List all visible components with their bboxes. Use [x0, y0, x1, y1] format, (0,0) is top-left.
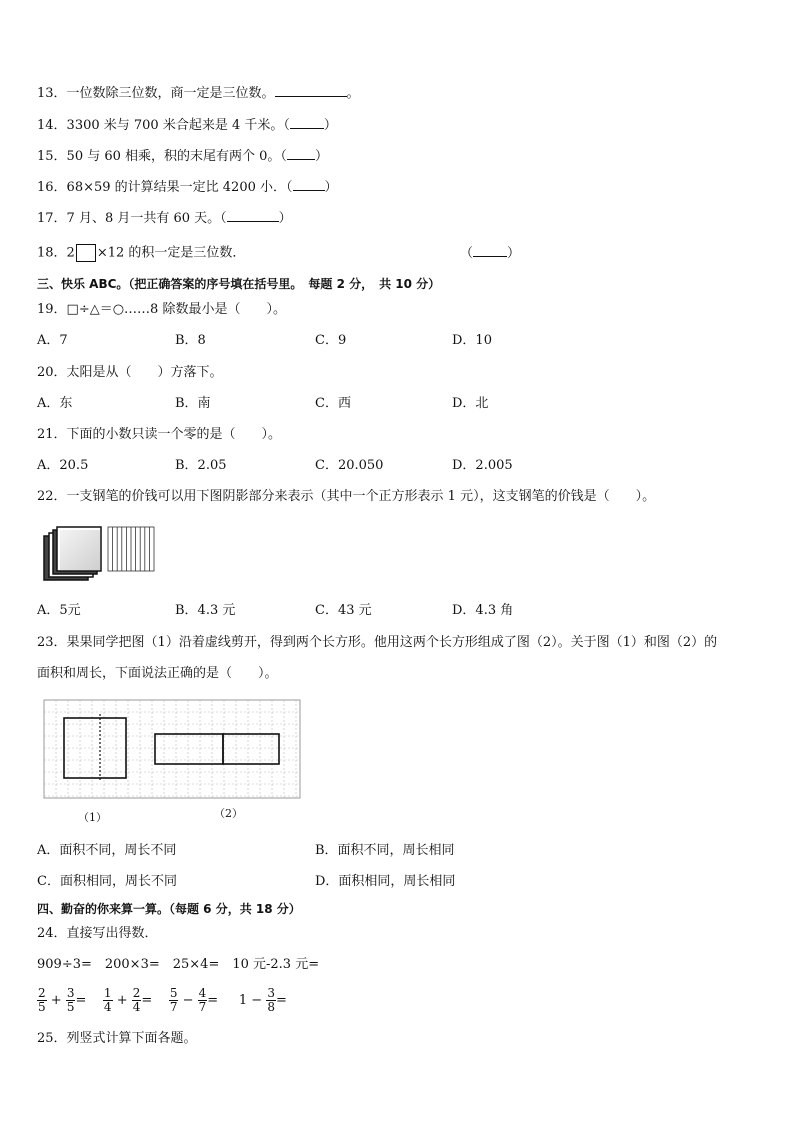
option-a[interactable]: A．7	[37, 333, 68, 348]
question-19: 19．□÷△＝○……8 除数最小是（ ）。	[37, 302, 286, 317]
fraction: $\frac{3}{5}$	[66, 986, 75, 1014]
option-c[interactable]: C．20.050	[315, 458, 384, 473]
question-text: 16．68×59 的计算结果一定比 4200 小．（	[37, 180, 293, 195]
fraction: $\frac{1}{4}$	[103, 986, 112, 1014]
option-c[interactable]: C．西	[315, 396, 351, 411]
calculation-row-1: 909÷3= 200×3= 25×4= 10 元-2.3 元=	[37, 957, 320, 972]
paren-close: ）	[323, 118, 337, 133]
option-a[interactable]: A．5元	[37, 603, 81, 618]
operator: +	[116, 993, 128, 1008]
fraction-row	[37, 986, 287, 1018]
question-16	[37, 178, 338, 196]
question-text: 15．50 与 60 相乘，积的末尾有两个 0。（	[37, 149, 287, 164]
equals: =	[275, 993, 287, 1008]
figure-1-label: （1）	[78, 811, 107, 824]
fraction: $\frac{5}{7}$	[169, 986, 178, 1014]
question-text: 17．7 月、8 月一共有 60 天。（	[37, 211, 227, 226]
question-18-answer	[460, 244, 520, 262]
whole-number: 1	[238, 993, 248, 1008]
option-b[interactable]: B．2.05	[175, 458, 227, 473]
stacked-unit-squares	[44, 527, 101, 580]
question-23-line-1: 23．果果同学把图（1）沿着虚线剪开，得到两个长方形。他用这两个长方形组成了图（2）。关于图（1）和图（2）的	[37, 635, 718, 650]
answer-blank[interactable]	[290, 116, 324, 129]
option-c[interactable]: C．43 元	[315, 603, 372, 618]
answer-blank[interactable]	[473, 244, 507, 257]
paren-close: ）	[507, 246, 521, 261]
question-20: 20．太阳是从（ ）方落下。	[37, 365, 223, 380]
section-4-heading: 四、勤奋的你来算一算。（每题 6 分，共 18 分）	[37, 902, 301, 916]
question-22: 22．一支钢笔的价钱可以用下图阴影部分来表示（其中一个正方形表示 1 元），这支钢笔的价钱是（ ）。	[37, 489, 656, 504]
question-text: 14．3300 米与 700 米合起来是 4 千米。（	[37, 118, 290, 133]
question-text-start: 18．2	[37, 245, 75, 261]
question-23-line-2: 面积和周长，下面说法正确的是（ ）。	[37, 666, 278, 681]
option-d[interactable]: D．北	[452, 396, 489, 411]
option-d[interactable]: D．10	[452, 333, 492, 348]
option-d[interactable]: D．面积相同，周长相同	[315, 874, 456, 889]
digit-box[interactable]	[76, 244, 96, 262]
option-b[interactable]: B．8	[175, 333, 206, 348]
paren-close: ）	[324, 180, 338, 195]
punctuation: 。	[346, 86, 360, 101]
equals: =	[141, 993, 153, 1008]
equals: =	[75, 993, 87, 1008]
paren-open: （	[460, 246, 474, 261]
option-d[interactable]: D．2.005	[452, 458, 513, 473]
question-text: 13．一位数除三位数，商一定是三位数。	[37, 86, 275, 101]
tenth-strips	[108, 527, 154, 571]
paren-close: ）	[314, 149, 328, 164]
equals: =	[207, 993, 219, 1008]
question-text-end: ×12 的积一定是三位数．	[96, 245, 246, 261]
figure-2-label: （2）	[214, 807, 243, 820]
fraction: $\frac{3}{8}$	[267, 986, 275, 1014]
operator: −	[251, 993, 263, 1008]
operator: −	[182, 993, 194, 1008]
answer-blank[interactable]	[293, 178, 325, 191]
question-25: 25．列竖式计算下面各题。	[37, 1031, 197, 1046]
option-b[interactable]: B．4.3 元	[175, 603, 236, 618]
question-15	[37, 147, 328, 165]
question-21: 21．下面的小数只读一个零的是（ ）。	[37, 427, 282, 442]
fraction: $\frac{4}{7}$	[198, 986, 207, 1014]
question-18	[37, 244, 245, 262]
option-b[interactable]: B．南	[175, 396, 211, 411]
operator: +	[50, 993, 62, 1008]
question-13	[37, 84, 360, 102]
answer-blank[interactable]	[287, 147, 315, 160]
fraction: $\frac{2}{5}$	[38, 986, 46, 1014]
option-a[interactable]: A．面积不同，周长不同	[37, 843, 177, 858]
fraction: $\frac{2}{4}$	[132, 986, 141, 1014]
question-14	[37, 116, 337, 134]
option-a[interactable]: A．东	[37, 396, 73, 411]
grid-border	[44, 700, 300, 798]
answer-blank[interactable]	[275, 84, 347, 97]
answer-blank[interactable]	[227, 209, 279, 222]
question-24: 24．直接写出得数．	[37, 926, 158, 941]
option-c[interactable]: C．9	[315, 333, 347, 348]
option-b[interactable]: B．面积不同，周长相同	[315, 843, 455, 858]
option-d[interactable]: D．4.3 角	[452, 603, 514, 618]
paren-close: ）	[278, 211, 292, 226]
option-a[interactable]: A．20.5	[37, 458, 89, 473]
money-squares-figure	[40, 524, 160, 588]
option-c[interactable]: C．面积相同，周长不同	[37, 874, 177, 889]
question-17	[37, 209, 292, 227]
section-3-heading: 三、快乐 ABC。（把正确答案的序号填在括号里。 每题 2 分， 共 10 分）	[37, 277, 441, 291]
grid-figure	[40, 694, 304, 804]
